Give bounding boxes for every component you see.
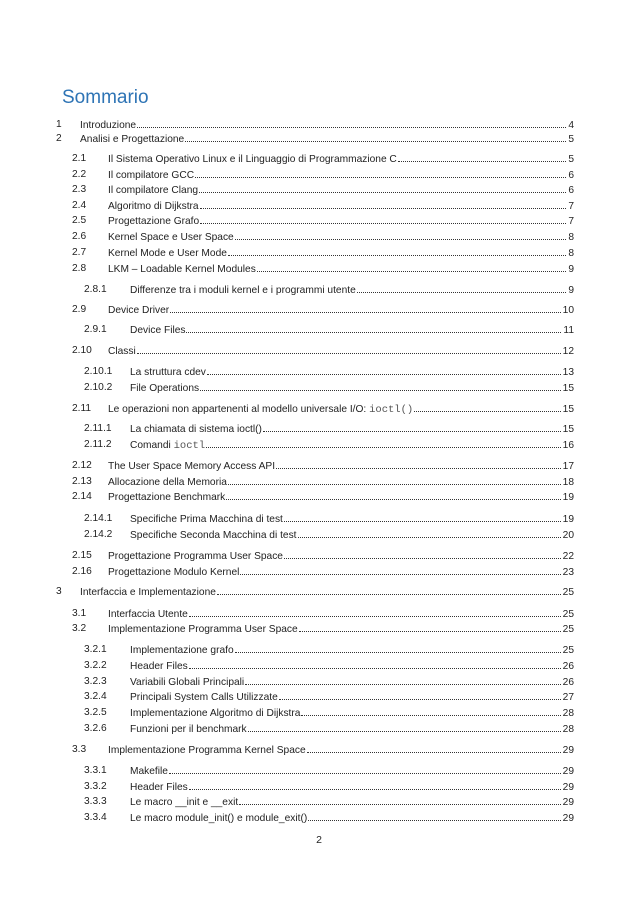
toc-entry-body: [130, 422, 574, 436]
dot-leader: [200, 199, 567, 209]
toc-entry-page: 4: [568, 120, 574, 131]
dot-leader: [206, 438, 561, 448]
toc-entry-body: [108, 262, 574, 276]
dot-leader: [189, 607, 561, 617]
dot-leader: [207, 365, 561, 375]
toc-entry-title: [108, 215, 199, 228]
toc-entry-page: 8: [568, 232, 574, 243]
toc-entry-body: [108, 152, 574, 166]
toc-entry-title: [130, 707, 300, 720]
toc-entry-body: [130, 323, 574, 337]
toc-entry-label: Analisi e Progettazione: [80, 134, 185, 145]
toc-entry[interactable]: [0, 438, 638, 451]
toc-entry-number: 2.14: [72, 491, 92, 502]
toc-entry[interactable]: [0, 706, 638, 719]
toc-entry-title: [108, 476, 227, 489]
toc-entry-number: 2.8: [72, 263, 87, 274]
toc-entry[interactable]: [0, 303, 638, 316]
dot-leader: [257, 262, 567, 272]
toc-entry-page: 22: [562, 551, 574, 562]
toc-entry-page: 6: [568, 170, 574, 181]
toc-entry-title: [108, 345, 136, 358]
toc-entry-label: Device Files: [130, 325, 186, 336]
toc-entry[interactable]: [0, 675, 638, 688]
toc-entry-number: 2.2: [72, 169, 87, 180]
dot-leader: [228, 246, 566, 256]
dot-leader: [299, 622, 561, 632]
toc-entry-title: [130, 644, 234, 657]
toc-entry-page: 15: [562, 404, 574, 415]
toc-entry-title: [108, 169, 194, 182]
toc-entry-page: 16: [562, 440, 574, 451]
toc-entry-page: 12: [562, 346, 574, 357]
toc-entry-body: [130, 283, 574, 297]
toc-entry-number: 2.11: [72, 403, 92, 414]
toc-entry-label: Principali System Calls Utilizzate: [130, 692, 278, 703]
toc-entry-page: 10: [562, 305, 574, 316]
toc-entry[interactable]: [0, 490, 638, 503]
toc-entry[interactable]: [0, 565, 638, 578]
toc-entry-title: [130, 324, 185, 337]
toc-entry-number: 2.14.2: [84, 529, 113, 540]
dot-leader: [226, 490, 560, 500]
toc-entry[interactable]: [0, 168, 638, 181]
toc-entry-body: [108, 303, 574, 317]
toc-entry-page: 19: [562, 514, 574, 525]
dot-leader: [186, 323, 561, 333]
dot-leader: [298, 528, 561, 538]
toc-entry-label: Le operazioni non appartenenti al modello universale I/O:: [108, 404, 370, 415]
toc-entry-label: Il Sistema Operativo Linux e il Linguaggio di Programmazione C: [108, 154, 397, 165]
toc-entry[interactable]: [0, 475, 638, 488]
toc-entry-label: Header Files: [130, 782, 188, 793]
toc-entry-body: [130, 528, 574, 542]
toc-entry-title: [80, 119, 136, 132]
toc-entry-number: 2.4: [72, 200, 87, 211]
dot-leader: [414, 402, 560, 412]
toc-entry-title: [80, 133, 184, 146]
toc-entry-page: 25: [562, 624, 574, 635]
toc-entry-number: 2.3: [72, 184, 87, 195]
dot-leader: [195, 168, 566, 178]
toc-entry-page: 25: [562, 587, 574, 598]
toc-entry-title: [130, 796, 238, 809]
toc-entry-body: [80, 585, 574, 599]
toc-entry-body: [108, 743, 574, 757]
toc-entry-number: 3.3.3: [84, 796, 107, 807]
toc-entry-title: [130, 439, 205, 453]
toc-entry-body: [130, 690, 574, 704]
dot-leader: [235, 643, 561, 653]
toc-entry[interactable]: [0, 690, 638, 703]
toc-entry-page: 9: [568, 264, 574, 275]
toc-entry-number: 2.6: [72, 231, 87, 242]
toc-entry[interactable]: [0, 795, 638, 808]
toc-entry-page: 7: [568, 201, 574, 212]
toc-entry-body: [108, 199, 574, 213]
dot-leader: [279, 690, 561, 700]
toc-entry-title: [130, 691, 278, 704]
toc-entry-label: Il compilatore Clang: [108, 185, 199, 196]
toc-entry-label: Implementazione Programma User Space: [108, 624, 298, 635]
toc-entry-title: [130, 812, 307, 825]
page-number: 2: [316, 834, 322, 846]
toc-entry-number: 2.8.1: [84, 284, 107, 295]
toc-entry-body: [108, 214, 574, 228]
dot-leader: [263, 422, 561, 432]
dot-leader: [357, 283, 567, 293]
toc-entry-body: [80, 118, 574, 132]
toc-entry[interactable]: [0, 722, 638, 735]
toc-entry-label: Kernel Space e User Space: [108, 232, 234, 243]
toc-entry-title: [130, 660, 188, 673]
toc-entry-body: [108, 622, 574, 636]
toc-entry-label: Le macro module_init() e module_exit(): [130, 813, 308, 824]
dot-leader: [199, 183, 566, 193]
toc-entry-label: Comandi: [130, 440, 174, 451]
dot-leader: [137, 118, 566, 128]
toc-entry-number: 2.15: [72, 550, 92, 561]
toc-entry-label: Le macro __init e __exit: [130, 797, 239, 808]
toc-entry-body: [108, 246, 574, 260]
toc-entry-body: [130, 764, 574, 778]
toc-entry[interactable]: [0, 183, 638, 196]
toc-entry-page: 28: [562, 708, 574, 719]
toc-entry-page: 27: [562, 692, 574, 703]
toc-entry-label: La chiamata di sistema ioctl(): [130, 424, 262, 435]
toc-entry-title: [108, 460, 275, 473]
toc-entry-label: The User Space Memory Access API: [108, 461, 276, 472]
toc-entry-label: Progettazione Benchmark: [108, 492, 226, 503]
toc-entry[interactable]: [0, 422, 638, 435]
dot-leader: [245, 675, 560, 685]
toc-entry-title: [108, 550, 283, 563]
toc-entry-label: Progettazione Modulo Kernel: [108, 567, 240, 578]
toc-entry-body: [130, 795, 574, 809]
toc-entry-label: Algoritmo di Dijkstra: [108, 201, 199, 212]
toc-entry-body: [130, 659, 574, 673]
toc-entry-page: 25: [562, 609, 574, 620]
toc-entry[interactable]: [0, 132, 638, 145]
toc-entry-page: 20: [562, 530, 574, 541]
toc-entry-title: [130, 765, 168, 778]
toc-entry[interactable]: [0, 152, 638, 165]
toc-entry-number: 2.9: [72, 304, 87, 315]
toc-entry-page: 6: [568, 185, 574, 196]
toc-entry[interactable]: [0, 323, 638, 336]
toc-entry-body: [130, 365, 574, 379]
toc-entry-number: 2.11.1: [84, 423, 112, 434]
toc-entry-page: 7: [568, 216, 574, 227]
toc-entry-label: Specifiche Seconda Macchina di test: [130, 530, 297, 541]
toc-entry-page: 29: [562, 813, 574, 824]
toc-entry-title: [108, 153, 397, 166]
toc-entry-body: [130, 438, 574, 453]
toc-entry-number: 2.16: [72, 566, 92, 577]
toc-entry-page: 29: [562, 782, 574, 793]
toc-entry-title: [108, 491, 225, 504]
toc-entry-title: [108, 403, 413, 417]
dot-leader: [301, 706, 560, 716]
toc-entry-label: Variabili Globali Principali: [130, 677, 245, 688]
dot-leader: [398, 152, 567, 162]
toc-entry-number: 1: [56, 119, 62, 130]
toc-entry-page: 15: [562, 424, 574, 435]
toc-entry-number: 3.2.6: [84, 723, 107, 734]
toc-entry[interactable]: [0, 528, 638, 541]
toc-entry-number: 3.2.1: [84, 644, 107, 655]
toc-entry[interactable]: [0, 743, 638, 756]
toc-entry-title: [130, 529, 297, 542]
toc-entry-title: [108, 566, 239, 579]
toc-entry-number: 3.2.5: [84, 707, 107, 718]
dot-leader: [185, 132, 566, 142]
toc-entry-body: [108, 490, 574, 504]
toc-entry-label: Progettazione Programma User Space: [108, 551, 283, 562]
toc-entry-number: 3.3.1: [84, 765, 107, 776]
toc-entry-label: Interfaccia e Implementazione: [80, 587, 216, 598]
toc-entry-number: 2.9.1: [84, 324, 107, 335]
toc-entry-body: [130, 381, 574, 395]
toc-entry-number: 2.14.1: [84, 513, 113, 524]
toc-entry-body: [130, 512, 574, 526]
toc-entry-title: [108, 184, 198, 197]
dot-leader: [169, 764, 561, 774]
toc-entry-title: [108, 744, 306, 757]
dot-leader: [189, 780, 561, 790]
toc-entry-title: [108, 231, 234, 244]
toc-entry[interactable]: [0, 381, 638, 394]
toc-entry-body: [108, 549, 574, 563]
toc-entry[interactable]: [0, 607, 638, 620]
dot-leader: [217, 585, 561, 595]
toc-entry-page: 19: [562, 492, 574, 503]
dot-leader: [228, 475, 561, 485]
toc-entry-label: Implementazione Algoritmo di Dijkstra: [130, 708, 301, 719]
toc-entry-number: 2.5: [72, 215, 87, 226]
toc-entry-number: 3.3.2: [84, 781, 107, 792]
toc-entry[interactable]: [0, 659, 638, 672]
toc-entry-label: Funzioni per il benchmark: [130, 724, 247, 735]
toc-entry-label: Implementazione grafo: [130, 645, 234, 656]
toc-entry-title: [130, 676, 244, 689]
toc-entry-page: 29: [562, 766, 574, 777]
dot-leader: [189, 659, 561, 669]
toc-entry-body: [130, 706, 574, 720]
toc-entry[interactable]: [0, 459, 638, 472]
toc-entry-number: 3.2.4: [84, 691, 107, 702]
toc-entry-page: 8: [568, 248, 574, 259]
toc-entry-label: Classi: [108, 346, 136, 357]
toc-entry-label: Progettazione Grafo: [108, 216, 200, 227]
toc-entry-label: Implementazione Programma Kernel Space: [108, 745, 306, 756]
dot-leader: [200, 214, 566, 224]
toc-entry-title: [130, 723, 247, 736]
toc-entry-body: [108, 344, 574, 358]
toc-entry[interactable]: [0, 764, 638, 777]
dot-leader: [276, 459, 561, 469]
toc-entry-title: [108, 200, 199, 213]
toc-entry-number: 2.10.1: [84, 366, 113, 377]
toc-entry[interactable]: [0, 811, 638, 824]
toc-entry-body: [108, 565, 574, 579]
toc-entry-number: 2: [56, 133, 62, 144]
toc-entry-page: 5: [568, 134, 574, 145]
toc-entry-number: 3.3: [72, 744, 87, 755]
dot-leader: [240, 565, 560, 575]
toc-entry-title: [130, 382, 199, 395]
toc-entry-body: [130, 780, 574, 794]
toc-entry-page: 13: [562, 367, 574, 378]
toc-entry-label: La struttura cdev: [130, 367, 206, 378]
toc-entry-title: [108, 263, 256, 276]
toc-entry-page: 11: [563, 325, 574, 336]
toc-entry-body: [130, 811, 574, 825]
toc-entry-page: 18: [562, 477, 574, 488]
toc-entry-label: Allocazione della Memoria: [108, 477, 227, 488]
toc-entry[interactable]: [0, 118, 638, 131]
toc-entry-label: Il compilatore GCC: [108, 170, 195, 181]
toc-entry-number: 3.2.3: [84, 676, 107, 687]
toc-entry[interactable]: [0, 230, 638, 243]
toc-entry[interactable]: [0, 549, 638, 562]
toc-entry-title: [130, 284, 356, 297]
toc-entry-page: 5: [568, 154, 574, 165]
toc-entry-number: 2.12: [72, 460, 92, 471]
toc-entry[interactable]: [0, 622, 638, 635]
toc-entry-number: 3.1: [72, 608, 87, 619]
toc-entry-body: [108, 607, 574, 621]
toc-entry-body: [108, 183, 574, 197]
toc-entry-body: [80, 132, 574, 146]
toc-entry-number: 2.10.2: [84, 382, 113, 393]
toc-entry[interactable]: [0, 585, 638, 598]
toc-entry-number: 2.1: [72, 153, 87, 164]
dot-leader: [307, 743, 561, 753]
toc-entry-page: 9: [568, 285, 574, 296]
toc-entry-code: ioctl: [173, 440, 206, 452]
toc-entry-number: 2.10: [72, 345, 92, 356]
dot-leader: [248, 722, 561, 732]
toc-entry-page: 28: [562, 724, 574, 735]
toc-entry-page: 26: [562, 677, 574, 688]
toc-entry-label: File Operations: [130, 383, 200, 394]
toc-entry-page: 17: [562, 461, 574, 472]
toc-entry-body: [108, 459, 574, 473]
toc-entry-number: 3.2: [72, 623, 87, 634]
toc-entry-title: [130, 513, 283, 526]
toc-entry-page: 29: [562, 745, 574, 756]
toc-entry[interactable]: [0, 199, 638, 212]
toc-entry-page: 23: [562, 567, 574, 578]
toc-entry-number: 3.2.2: [84, 660, 107, 671]
toc-entry[interactable]: [0, 512, 638, 525]
toc-entry-title: [130, 781, 188, 794]
dot-leader: [308, 811, 560, 821]
toc-entry-title: [108, 247, 227, 260]
toc-entry-label: Introduzione: [80, 120, 137, 131]
toc-entry[interactable]: [0, 365, 638, 378]
toc-entry-number: 3.3.4: [84, 812, 107, 823]
toc-entry-label: Specifiche Prima Macchina di test: [130, 514, 283, 525]
toc-entry-label: Device Driver: [108, 305, 170, 316]
toc-entry-title: [130, 423, 262, 436]
toc-entry-body: [130, 643, 574, 657]
toc-entry-label: Header Files: [130, 661, 188, 672]
toc-entry-title: [108, 608, 188, 621]
toc-entry-title: [130, 366, 206, 379]
toc-entry-body: [108, 168, 574, 182]
toc-entry[interactable]: [0, 643, 638, 656]
toc-entry-body: [130, 722, 574, 736]
toc-entry-page: 25: [562, 645, 574, 656]
toc-entry-page: 29: [562, 797, 574, 808]
toc-entry-label: Interfaccia Utente: [108, 609, 188, 620]
toc-entry-label: Differenze tra i moduli kernel e i programmi utente: [130, 285, 356, 296]
toc-entry-body: [130, 675, 574, 689]
dot-leader: [137, 344, 561, 354]
toc-entry-body: [108, 230, 574, 244]
dot-leader: [235, 230, 567, 240]
toc-entry[interactable]: [0, 780, 638, 793]
toc-entry-label: LKM – Loadable Kernel Modules: [108, 264, 256, 275]
dot-leader: [239, 795, 560, 805]
toc-entry-title: [80, 586, 216, 599]
toc-entry-body: [108, 475, 574, 489]
toc-entry[interactable]: [0, 246, 638, 259]
toc-entry[interactable]: [0, 344, 638, 357]
toc-entry-number: 2.11.2: [84, 439, 112, 450]
toc-entry-number: 3: [56, 586, 62, 597]
toc-entry-label: Kernel Mode e User Mode: [108, 248, 227, 259]
toc-entry-title: [108, 623, 298, 636]
toc-entry[interactable]: [0, 214, 638, 227]
toc-entry-title: [108, 304, 169, 317]
toc-entry-page: 26: [562, 661, 574, 672]
toc-entry-number: 2.7: [72, 247, 87, 258]
dot-leader: [284, 512, 561, 522]
toc-entry[interactable]: [0, 402, 638, 415]
toc-entry[interactable]: [0, 262, 638, 275]
toc-entry-body: [108, 402, 574, 417]
toc-title: Sommario: [62, 87, 149, 108]
toc-entry-page: 15: [562, 383, 574, 394]
toc-entry-code: ioctl(): [369, 404, 414, 416]
toc-entry-number: 2.13: [72, 476, 92, 487]
dot-leader: [200, 381, 561, 391]
toc-entry[interactable]: [0, 283, 638, 296]
dot-leader: [170, 303, 561, 313]
toc-entry-label: Makefile: [130, 766, 168, 777]
dot-leader: [284, 549, 561, 559]
